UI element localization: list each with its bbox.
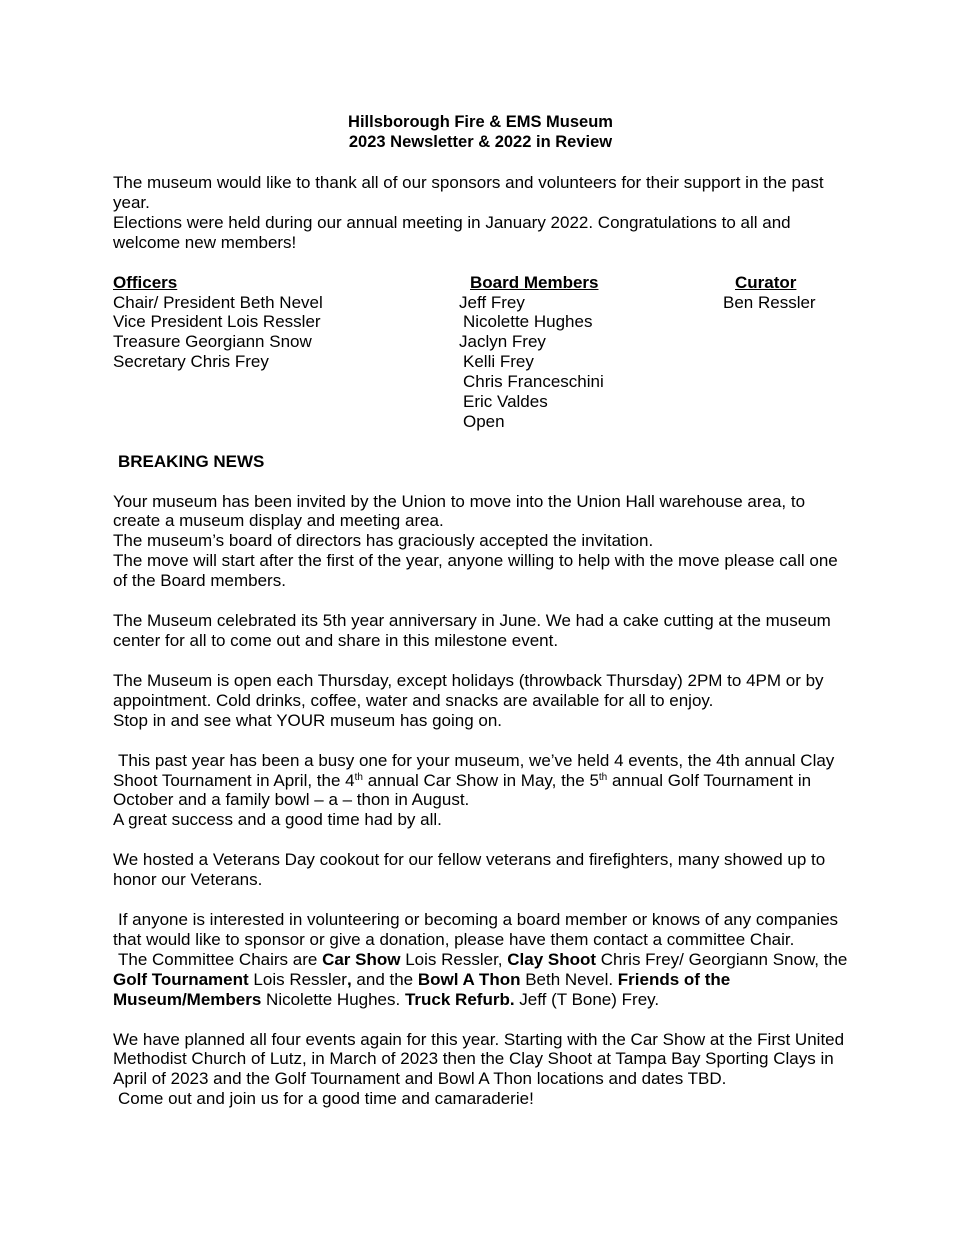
move-paragraph: The move will start after the first of the year, anyone willing to help with the move please call one of the Board members. [113,551,838,591]
board-member-item: Jeff Frey [459,292,525,312]
board-member-item: Jaclyn Frey [459,332,546,352]
plans-paragraph: We have planned all four events again for this year. Starting with the Car Show at the First United Methodist Church of Lutz, in March of 2023 then the Clay Shoot at Tampa Bay Sporting Clays in April of 2023 and the Golf Tournament and Bowl A Thon locations and dates TBD. [113,1029,845,1089]
thanks-paragraph: The museum would like to thank all of our sponsors and volunteers for their support in the past year. [113,173,824,212]
board-member-item: Nicolette Hughes [463,312,593,332]
board-members-heading: Board Members [470,272,599,292]
stop-in-paragraph: Stop in and see what YOUR museum has going on. [113,710,503,730]
officer-item: Treasure Georgiann Snow [113,332,312,352]
officers-column [113,273,323,373]
newsletter-title: Hillsborough Fire & EMS Museum [348,113,613,131]
curator-list [723,293,816,313]
roster-section [113,273,848,433]
board-accepted-paragraph: The museum’s board of directors has graciously accepted the invitation. [113,531,654,551]
newsletter-subtitle: 2023 Newsletter & 2022 in Review [348,132,613,151]
curator-item: Ben Ressler [723,292,816,312]
elections-paragraph: Elections were held during our annual meeting in January 2022. Congratulations to all and welcome new members! [113,212,791,252]
hours-paragraph: The Museum is open each Thursday, except holidays (throwback Thursday) 2PM to 4PM or by appointment. Cold drinks, coffee, water and snacks are available for all to enjoy. [113,670,824,710]
board-member-item: Chris Franceschini [463,372,604,392]
closing-paragraph: Come out and join us for a good time and camaraderie! [118,1089,534,1109]
intro-section [113,173,848,253]
board-member-item: Open [463,411,505,431]
board-member-item: Kelli Frey [463,352,534,372]
officer-item: Chair/ President Beth Nevel [113,292,323,312]
board-members-column [459,273,604,432]
officer-item: Vice President Lois Ressler [113,312,321,332]
officer-item: Secretary Chris Frey [113,352,269,372]
veterans-paragraph: We hosted a Veterans Day cookout for our fellow veterans and firefighters, many showed up to honor our Veterans. [113,850,826,890]
board-member-item: Eric Valdes [463,392,548,412]
officers-list [113,293,323,373]
curator-column [723,273,816,313]
newsletter-page [113,113,848,1109]
success-paragraph: A great success and a good time had by all. [113,810,442,830]
anniversary-paragraph: The Museum celebrated its 5th year anniversary in June. We had a cake cutting at the museum center for all to come out and share in this milestone event. [113,611,831,650]
union-invite-paragraph: Your museum has been invited by the Union to move into the Union Hall warehouse area, to create a museum display and meeting area. [113,491,806,531]
committee-chairs-paragraph: The Committee Chairs are Car Show Lois Ressler, Clay Shoot Chris Frey/ Georgiann Snow, the Golf Tournament Lois Ressler, and the Bowl A Thon Beth Nevel. Friends of the Museum/Members Nicolette Hughes. Truck Refurb. Jeff (T Bone) Frey. [113,949,848,1009]
curator-heading: Curator [735,272,797,292]
volunteer-paragraph: If anyone is interested in volunteering or becoming a board member or knows of any companies that would like to sponsor or give a donation, please have them contact a committee Chair. [113,910,839,949]
events-paragraph: This past year has been a busy one for your museum, we’ve held 4 events, the 4th annual Clay Shoot Tournament in April, the 4th annual Car Show in May, the 5th annual Golf Tournament in October and a family bowl – a – thon in August. [113,750,835,810]
officers-heading: Officers [113,272,178,292]
breaking-news-heading: BREAKING NEWS [118,451,265,471]
board-members-list [459,293,604,432]
